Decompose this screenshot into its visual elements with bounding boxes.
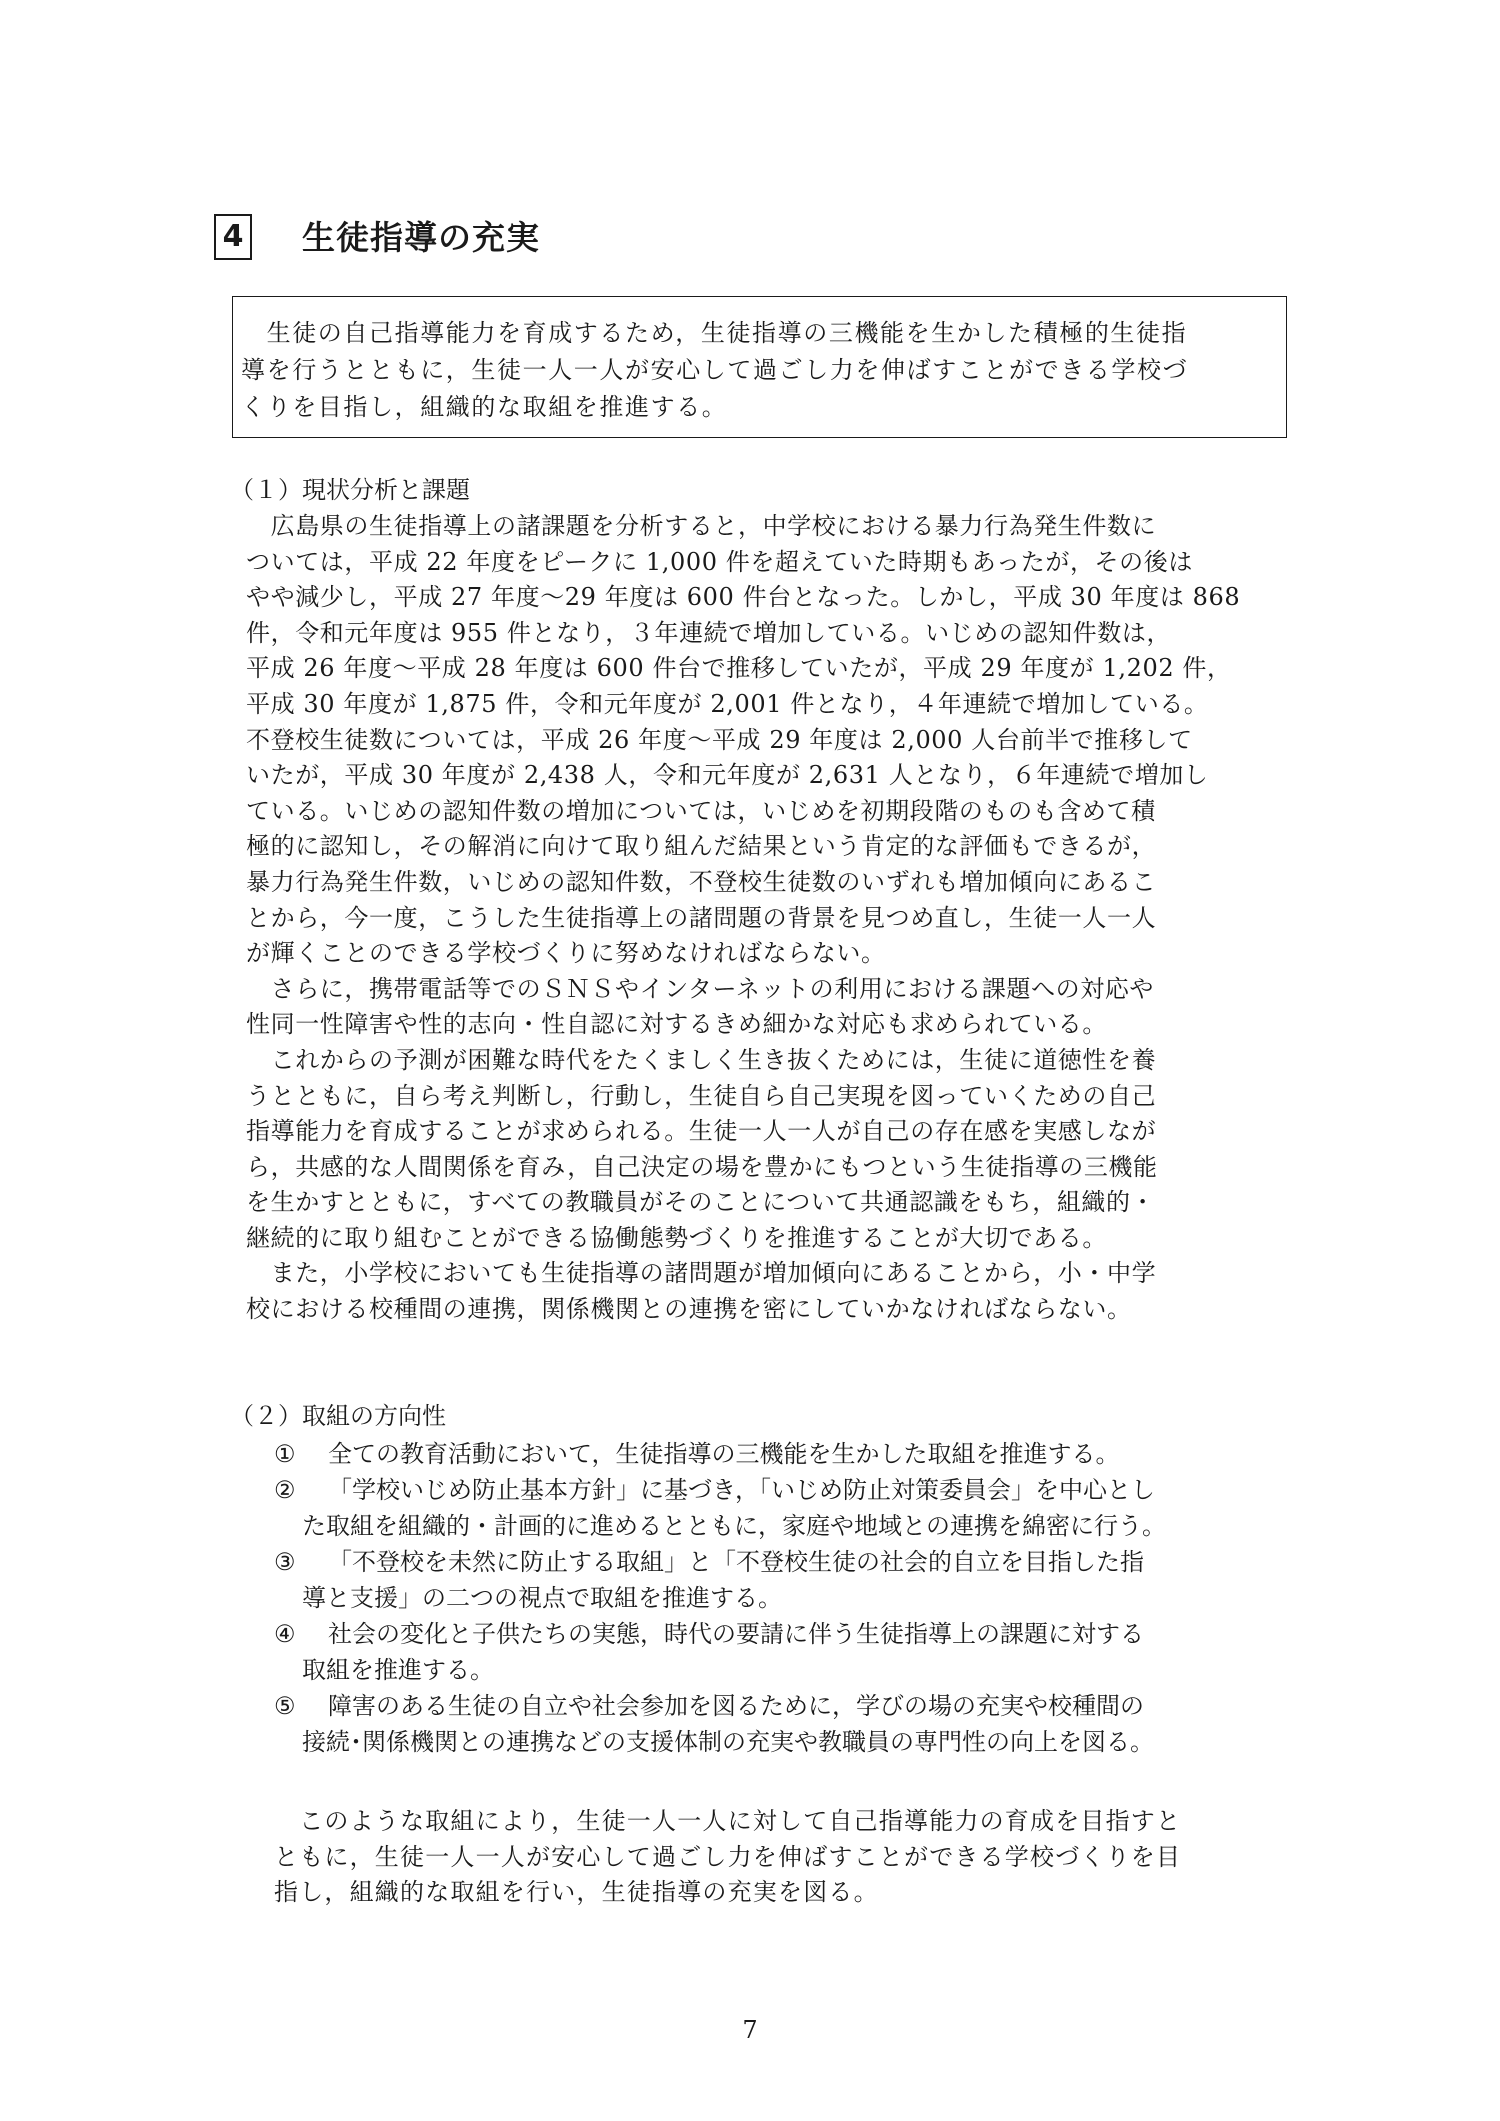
section-heading — [214, 211, 540, 263]
goal-line: 生徒の自己指導能力を育成するため，生徒指導の三機能を生かした積極的生徒指 — [241, 319, 1188, 347]
text-line: 継続的に取り組むことができる協働態勢づくりを推進することが大切である。 — [246, 1223, 1107, 1252]
list-item-text: 全ての教育活動において，生徒指導の三機能を生かした取組を推進する。 — [328, 1440, 1120, 1468]
list-marker: ⑤ — [274, 1692, 296, 1720]
text-line: 極的に認知し，その解消に向けて取り組んだ結果という肯定的な評価もできるが， — [246, 832, 1157, 861]
text-line: いたが，平成 30 年度が 2,438 人，令和元年度が 2,631 人となり，６年連続で増加し — [246, 761, 1209, 790]
list-item — [274, 1688, 1289, 1760]
text-line: ともに，生徒一人一人が安心して過ごし力を伸ばすことができる学校づくりを目 — [274, 1842, 1182, 1871]
text-line: とから，今一度，こうした生徒指導上の諸問題の背景を見つめ直し，生徒一人一人 — [246, 903, 1157, 932]
direction-list — [274, 1436, 1289, 1760]
section-title: 生徒指導の充実 — [302, 217, 540, 257]
list-item-text: 接続･関係機関との連携などの支援体制の充実や教職員の専門性の向上を図る。 — [302, 1728, 1154, 1756]
list-marker: ④ — [274, 1620, 296, 1648]
list-item-text: 社会の変化と子供たちの実態，時代の要請に伴う生徒指導上の課題に対する — [328, 1620, 1144, 1648]
list-marker: ② — [274, 1476, 296, 1504]
page-number: 7 — [742, 2016, 758, 2044]
text-line: 平成 26 年度～平成 28 年度は 600 件台で推移していたが，平成 29 年度が 1,202 件， — [246, 654, 1232, 683]
text-line: 校における校種間の連携，関係機関との連携を密にしていかなければならない。 — [246, 1295, 1132, 1324]
text-line: 指導能力を育成することが求められる。生徒一人一人が自己の存在感を実感しなが — [246, 1117, 1157, 1146]
list-marker: ③ — [274, 1548, 296, 1576]
text-line: 不登校生徒数については，平成 26 年度～平成 29 年度は 2,000 人台前半で推移して — [246, 725, 1193, 754]
text-line: また，小学校においても生徒指導の諸問題が増加傾向にあることから，小・中学 — [246, 1259, 1157, 1288]
list-item-text: た取組を組織的・計画的に進めるとともに，家庭や地域との連携を綿密に行う。 — [302, 1512, 1166, 1540]
list-item-text: 障害のある生徒の自立や社会参加を図るために，学びの場の充実や校種間の — [328, 1692, 1144, 1720]
text-line: 件，令和元年度は 955 件となり，３年連続で増加している。いじめの認知件数は， — [246, 618, 1172, 647]
text-line: が輝くことのできる学校づくりに努めなければならない。 — [246, 939, 886, 968]
subsection-title-analysis: （１）現状分析と課題 — [230, 476, 470, 504]
text-line: 平成 30 年度が 1,875 件，令和元年度が 2,001 件となり，４年連続で増加している。 — [246, 689, 1209, 718]
list-item-text: 「不登校を未然に防止する取組」と「不登校生徒の社会的自立を目指した指 — [328, 1548, 1144, 1576]
text-line: さらに，携帯電話等でのＳＮＳやインターネットの利用における課題への対応や — [246, 974, 1155, 1003]
list-item — [274, 1472, 1289, 1544]
list-item — [274, 1436, 1289, 1472]
list-item-text: 取組を推進する。 — [302, 1656, 494, 1684]
goal-line: 導を行うとともに，生徒一人一人が安心して過ごし力を伸ばすことができる学校づ — [241, 356, 1189, 384]
text-line: このような取組により，生徒一人一人に対して自己指導能力の育成を目指すと — [274, 1807, 1182, 1835]
text-line: これからの予測が困難な時代をたくましく生き抜くためには，生徒に道徳性を養 — [246, 1045, 1157, 1074]
text-line: 性同一性障害や性的志向・性自認に対するきめ細かな対応も求められている。 — [246, 1010, 1107, 1039]
text-line: うとともに，自ら考え判断し，行動し，生徒自ら自己実現を図っていくための自己 — [246, 1081, 1157, 1110]
goal-box — [232, 296, 1287, 438]
list-item-text: 導と支援」の二つの視点で取組を推進する。 — [302, 1584, 782, 1612]
text-line: 暴力行為発生件数，いじめの認知件数，不登校生徒数のいずれも増加傾向にあるこ — [246, 867, 1157, 896]
text-line: ついては，平成 22 年度をピークに 1,000 件を超えていた時期もあったが，その後は — [246, 547, 1193, 576]
text-line: 指し，組織的な取組を行い，生徒指導の充実を図る。 — [274, 1878, 879, 1907]
subsection-title-direction: （２）取組の方向性 — [230, 1402, 446, 1430]
text-line: を生かすとともに，すべての教職員がそのことについて共通認識をもち，組織的・ — [246, 1188, 1156, 1217]
text-line: ている。いじめの認知件数の増加については，いじめを初期段階のものも含めて積 — [246, 796, 1156, 825]
text-line: 広島県の生徒指導上の諸課題を分析すると，中学校における暴力行為発生件数に — [246, 512, 1157, 540]
list-marker: ① — [274, 1440, 296, 1468]
goal-line: くりを目指し，組織的な取組を推進する。 — [241, 393, 728, 421]
text-line: ら，共感的な人間関係を育み，自己決定の場を豊かにもつという生徒指導の三機能 — [246, 1152, 1158, 1181]
list-item — [274, 1616, 1289, 1688]
list-item-text: 「学校いじめ防止基本方針」に基づき，「いじめ防止対策委員会」を中心とし — [328, 1476, 1156, 1504]
text-line: やや減少し，平成 27 年度～29 年度は 600 件台となった。しかし，平成 30 年度は 868 — [246, 583, 1241, 612]
list-item — [274, 1544, 1289, 1616]
section-number-box: 4 — [214, 214, 252, 260]
closing-paragraph — [274, 1804, 1289, 1911]
analysis-paragraphs — [246, 509, 1286, 1328]
